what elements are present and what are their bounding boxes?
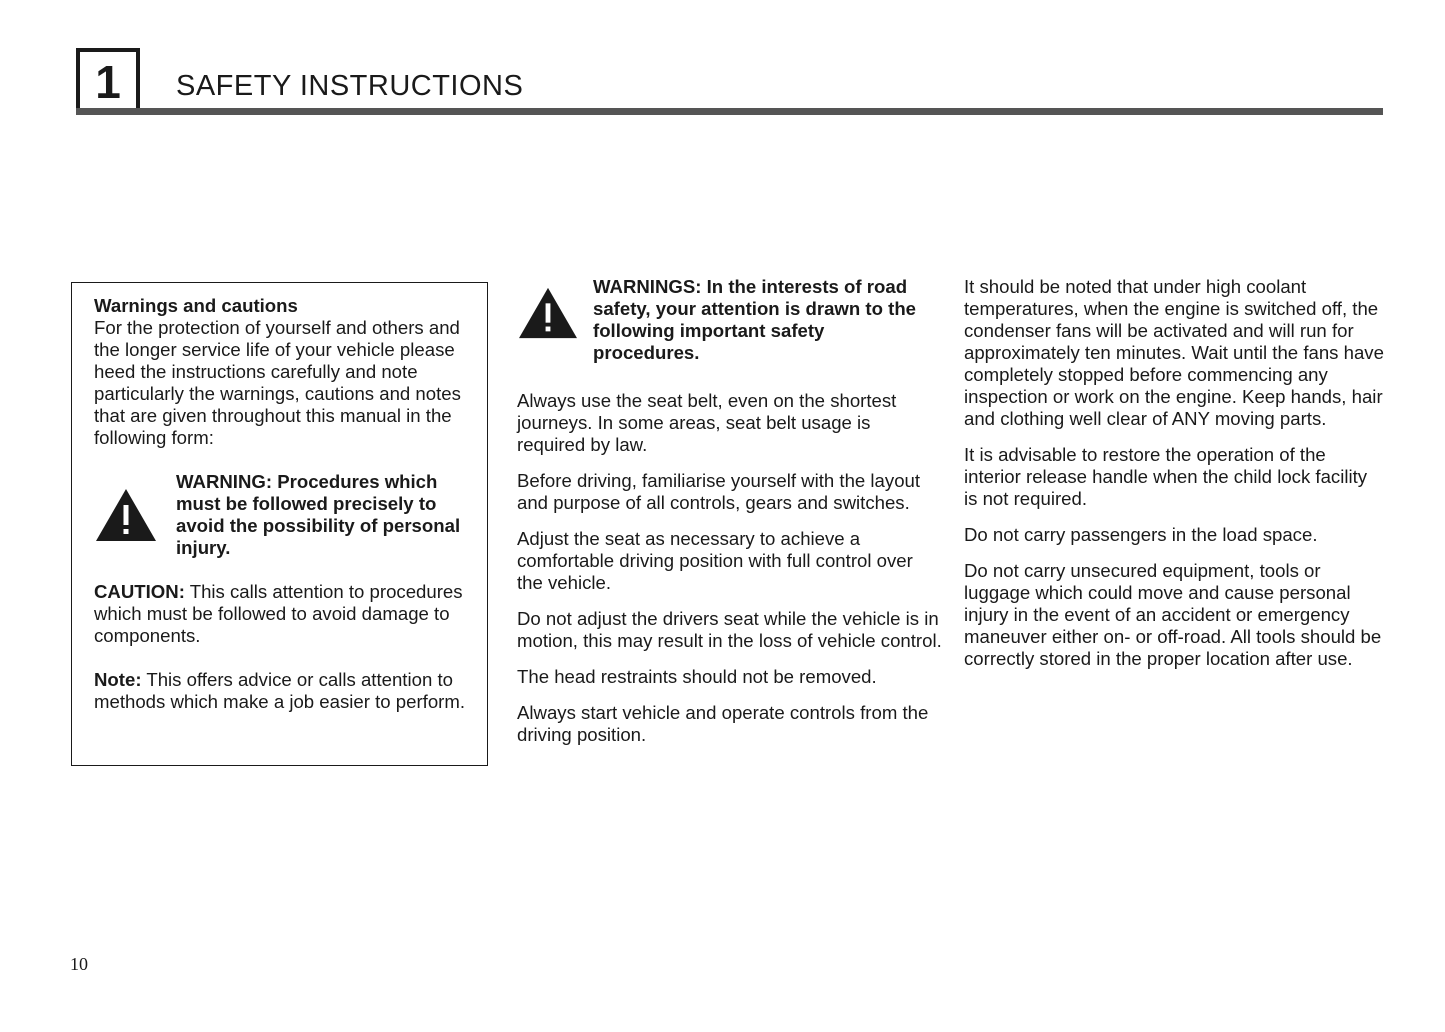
- caution-label: CAUTION:: [94, 581, 185, 602]
- note-label: Note:: [94, 669, 142, 690]
- page-title: SAFETY INSTRUCTIONS: [176, 70, 524, 102]
- paragraph: The head restraints should not be removed.: [517, 666, 877, 687]
- paragraph: It is advisable to restore the operation of the interior release handle when the child lock facility is not required.: [964, 444, 1368, 509]
- road-safety-warning-text: WARNINGS: In the interests of road safety, your attention is drawn to the following important safety procedures.: [593, 276, 917, 363]
- warning-triangle-icon: [517, 284, 579, 342]
- warning-example-text: WARNING: Procedures which must be followed precisely to avoid the possibility of personal injury.: [176, 471, 461, 558]
- paragraph: Do not carry unsecured equipment, tools or luggage which could move and cause personal injury in the event of an accident or emergency maneuver either on- or off-road. All tools should be correctly stored in the proper location after use.: [964, 560, 1382, 669]
- note-text: This offers advice or calls attention to methods which make a job easier to perform.: [94, 669, 466, 712]
- warnings-cautions-box: [71, 282, 488, 766]
- road-safety-warning: [517, 276, 942, 364]
- paragraph: Do not carry passengers in the load space.: [964, 524, 1318, 545]
- paragraph: It should be noted that under high coolant temperatures, when the engine is switched off, the condenser fans will be activated and will run for approximately ten minutes. Wait until the fans have completely stopped before commencing any inspection or work on the engine. Keep hands, hair and clothing well clear of ANY moving parts.: [964, 276, 1384, 429]
- box-intro: For the protection of yourself and others and the longer service life of your vehicle please heed the instructions carefully and note particularly the warnings, cautions and notes that are given throughout this manual in the following form:: [94, 317, 461, 448]
- chapter-number-box: [76, 48, 140, 112]
- chapter-number: 1: [95, 56, 121, 108]
- paragraph: Always start vehicle and operate controls from the driving position.: [517, 702, 929, 745]
- paragraph: Before driving, familiarise yourself with the layout and purpose of all controls, gears and switches.: [517, 470, 921, 513]
- note-example: [94, 669, 474, 713]
- paragraph: Do not adjust the drivers seat while the vehicle is in motion, this may result in the loss of vehicle control.: [517, 608, 942, 651]
- warning-triangle-icon: [94, 485, 158, 545]
- caution-example: [94, 581, 474, 647]
- page-number: 10: [70, 954, 88, 974]
- paragraph: Always use the seat belt, even on the shortest journeys. In some areas, seat belt usage is required by law.: [517, 390, 897, 455]
- header-rule: [76, 108, 1383, 115]
- column-3: [964, 276, 1384, 684]
- paragraph: Adjust the seat as necessary to achieve a comfortable driving position with full control over the vehicle.: [517, 528, 913, 593]
- warning-example: [94, 471, 474, 559]
- caution-text: This calls attention to procedures which must be followed to avoid damage to components.: [94, 581, 463, 646]
- box-heading: Warnings and cautions: [94, 295, 298, 316]
- column-2: [517, 276, 942, 760]
